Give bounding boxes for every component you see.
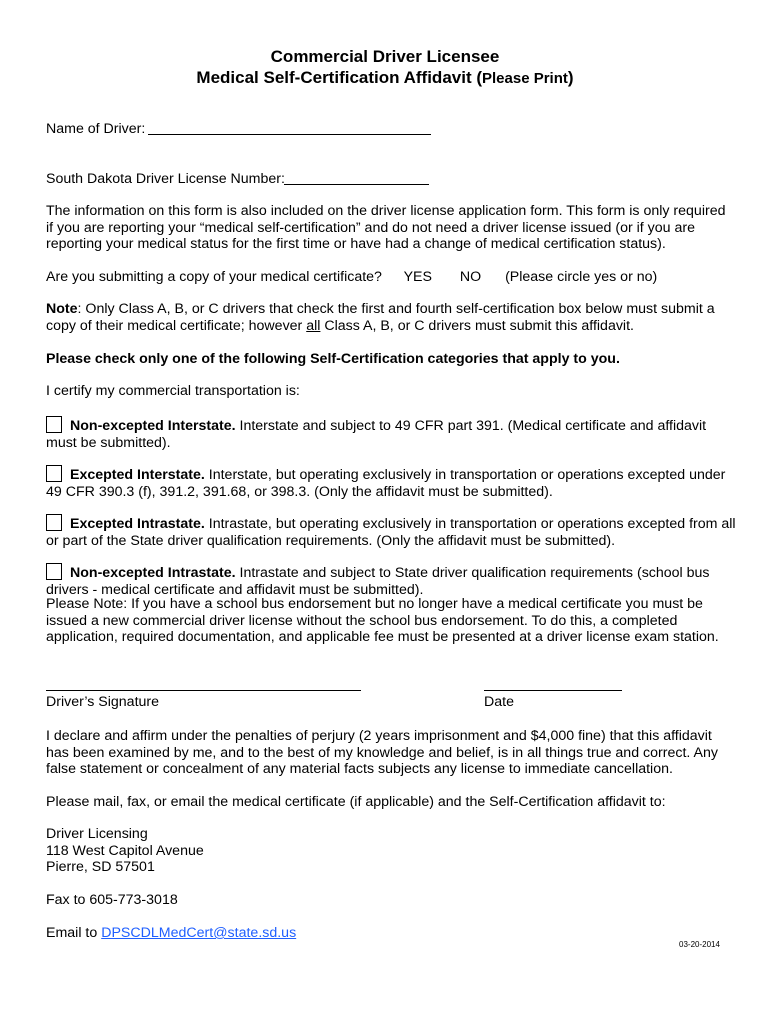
form-title-line1: Commercial Driver Licensee: [270, 47, 500, 66]
license-number-label: South Dakota Driver License Number:: [46, 171, 285, 187]
address-line: Driver Licensing: [46, 826, 148, 842]
category-non-excepted-intrastate: [46, 563, 736, 598]
note-label: Note: [46, 301, 78, 317]
certify-intro: I certify my commercial transportation is:: [46, 383, 300, 399]
check-instruction: Please check only one of the following Self-Certification categories that apply to you.: [46, 351, 620, 367]
category-description: Interstate and subject to 49 CFR part 391. (Medical certificate and affidavit must be submitted).: [46, 418, 707, 451]
category-excepted-interstate: [46, 465, 736, 500]
category-title: Excepted Interstate.: [70, 467, 205, 483]
category-non-excepted-interstate: [46, 416, 736, 451]
signature-label: Driver’s Signature: [46, 694, 160, 710]
category-description: Intrastate and subject to State driver qualification requirements (school bus drivers - medical certificate and affidavit must be submitted).: [46, 565, 710, 598]
category-title: Non-excepted Interstate.: [70, 418, 236, 434]
category-title: Excepted Intrastate.: [70, 516, 205, 532]
circle-hint: (Please circle yes or no): [505, 269, 658, 285]
email-prefix: Email to: [46, 925, 102, 941]
address-line: 118 West Capitol Avenue: [46, 842, 204, 859]
note-paragraph: [46, 301, 736, 334]
email-row: [46, 925, 736, 942]
form-title-please-print: Please Print: [482, 70, 568, 87]
checkbox-excepted-interstate[interactable]: [46, 465, 62, 482]
checkbox-excepted-intrastate[interactable]: [46, 514, 62, 531]
date-line[interactable]: [484, 690, 622, 691]
form-title-line2: [0, 68, 770, 88]
name-of-driver-field[interactable]: [148, 134, 431, 135]
mailing-address: [46, 826, 736, 876]
submit-question-text: Are you submitting a copy of your medical certificate?: [46, 269, 382, 285]
form-revision-date: 03-20-2014: [679, 940, 720, 949]
checkbox-non-excepted-intrastate[interactable]: [46, 563, 62, 580]
yes-option[interactable]: YES: [403, 269, 432, 285]
address-line: Pierre, SD 57501: [46, 859, 155, 875]
mail-instruction: Please mail, fax, or email the medical certificate (if applicable) and the Self-Certification affidavit to:: [46, 794, 666, 810]
fax-number: Fax to 605-773-3018: [46, 892, 178, 908]
submit-question-row: [46, 269, 736, 286]
date-label: Date: [484, 694, 514, 710]
no-option[interactable]: NO: [459, 269, 482, 285]
category-description: Intrastate, but operating exclusively in transportation or operations excepted from all or part of the State driver qualification requirements. (Only the affidavit must be submitted).: [46, 516, 736, 549]
declaration-paragraph: I declare and affirm under the penalties of perjury (2 years imprisonment and $4,000 fine) that this affidavit has been examined by me, and to the best of my knowledge and belief, is in all things true and correct. Any false statement or concealment of any material facts subjects any license to immediate cancellation.: [46, 728, 718, 777]
category-excepted-intrastate: [46, 514, 736, 549]
form-title-main: Medical Self-Certification Affidavit (: [196, 68, 482, 87]
school-bus-note: Please Note: If you have a school bus endorsement but no longer have a medical certificate you must be issued a new commercial driver license without the school bus endorsement. To do this, a completed application, required documentation, and applicable fee must be presented at a driver license exam station.: [46, 596, 719, 645]
license-number-row: [46, 171, 736, 188]
category-description: Interstate, but operating exclusively in transportation or operations excepted under 49 CFR 390.3 (f), 391.2, 391.68, or 398.3. (Only the affidavit must be submitted).: [46, 467, 726, 500]
note-underlined-all: all: [306, 317, 321, 334]
info-paragraph: The information on this form is also included on the driver license application form. This form is only required if you are reporting your “medical self-certification” and do not need a driver license issued (or if you are reporting your medical status for the first time or have had a change of medical certification status).: [46, 203, 726, 252]
note-text-after: Class A, B, or C drivers must submit this affidavit.: [320, 317, 634, 334]
email-link[interactable]: DPSCDLMedCert@state.sd.us: [101, 925, 297, 941]
category-title: Non-excepted Intrastate.: [70, 565, 236, 581]
license-number-field[interactable]: [284, 184, 429, 185]
signature-line[interactable]: [46, 690, 361, 691]
checkbox-non-excepted-interstate[interactable]: [46, 416, 62, 433]
note-text-before: : Only Class A, B, or C drivers that check the first and fourth self-certification box below must submit a copy of their medical certificate; however: [46, 301, 715, 334]
name-of-driver-label: Name of Driver:: [46, 121, 146, 137]
name-of-driver-row: [46, 121, 736, 138]
form-title-end: ): [567, 68, 574, 87]
